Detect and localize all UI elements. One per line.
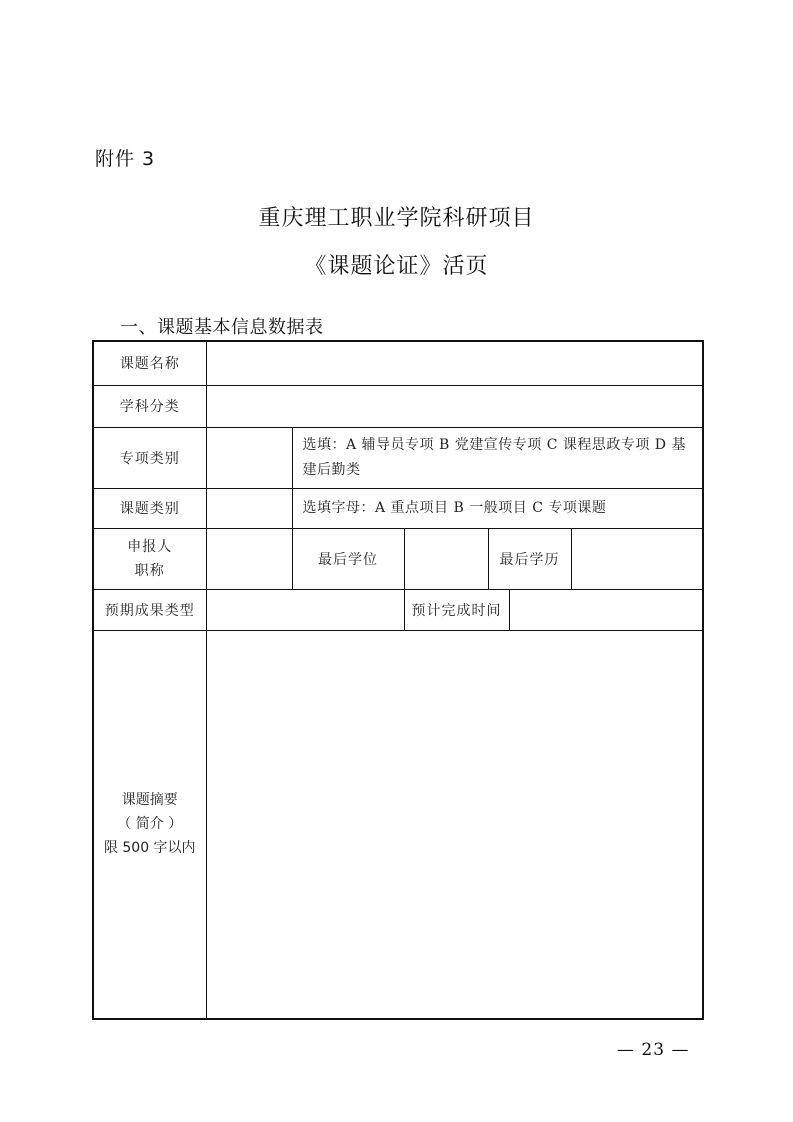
final-education-input-cell[interactable] <box>571 528 703 589</box>
applicant-title-label <box>93 528 206 589</box>
section-heading: 一、课题基本信息数据表 <box>120 317 324 338</box>
abstract-label-line-1: 课题摘要 <box>121 792 178 809</box>
project-category-label: 课题类别 <box>93 488 206 528</box>
completion-time-label: 预计完成时间 <box>404 589 509 630</box>
final-degree-input-cell[interactable] <box>404 528 488 589</box>
project-name-row <box>93 341 703 385</box>
project-category-input-cell[interactable] <box>206 488 292 528</box>
special-category-row <box>93 427 703 488</box>
special-category-options: 选填：A 辅导员专项 B 党建宣传专项 C 课程思政专项 D 基建后勤类 <box>292 427 703 488</box>
completion-time-input-cell[interactable] <box>509 589 703 630</box>
expected-result-row <box>93 589 703 630</box>
applicant-label-line-2: 职称 <box>134 562 165 579</box>
document-subtitle: 《课题论证》活页 <box>304 254 489 279</box>
applicant-title-input-cell[interactable] <box>206 528 292 589</box>
final-education-label: 最后学历 <box>488 528 571 589</box>
discipline-input-cell[interactable] <box>206 385 703 427</box>
project-category-row <box>93 488 703 528</box>
expected-result-input-cell[interactable] <box>206 589 404 630</box>
discipline-label: 学科分类 <box>93 385 206 427</box>
special-category-label: 专项类别 <box>93 427 206 488</box>
special-category-input-cell[interactable] <box>206 427 292 488</box>
abstract-label-line-3: 限 500 字以内 <box>103 840 196 857</box>
document-title: 重庆理工职业学院科研项目 <box>258 206 535 231</box>
applicant-label-line-1: 申报人 <box>127 538 173 555</box>
abstract-label <box>93 630 206 1019</box>
expected-result-label: 预期成果类型 <box>93 589 206 630</box>
project-category-options: 选填字母：A 重点项目 B 一般项目 C 专项课题 <box>292 488 703 528</box>
page-number-text: — 23 — <box>617 1040 690 1060</box>
abstract-row <box>93 630 703 1019</box>
basic-info-table <box>92 340 704 1020</box>
applicant-row <box>93 528 703 589</box>
abstract-label-line-2: （ 简介 ） <box>117 816 183 833</box>
abstract-input-cell[interactable] <box>206 630 703 1019</box>
project-name-input-cell[interactable] <box>206 341 703 385</box>
attachment-label: 附件 3 <box>95 148 156 170</box>
project-name-label: 课题名称 <box>93 341 206 385</box>
final-degree-label: 最后学位 <box>292 528 404 589</box>
discipline-row <box>93 385 703 427</box>
